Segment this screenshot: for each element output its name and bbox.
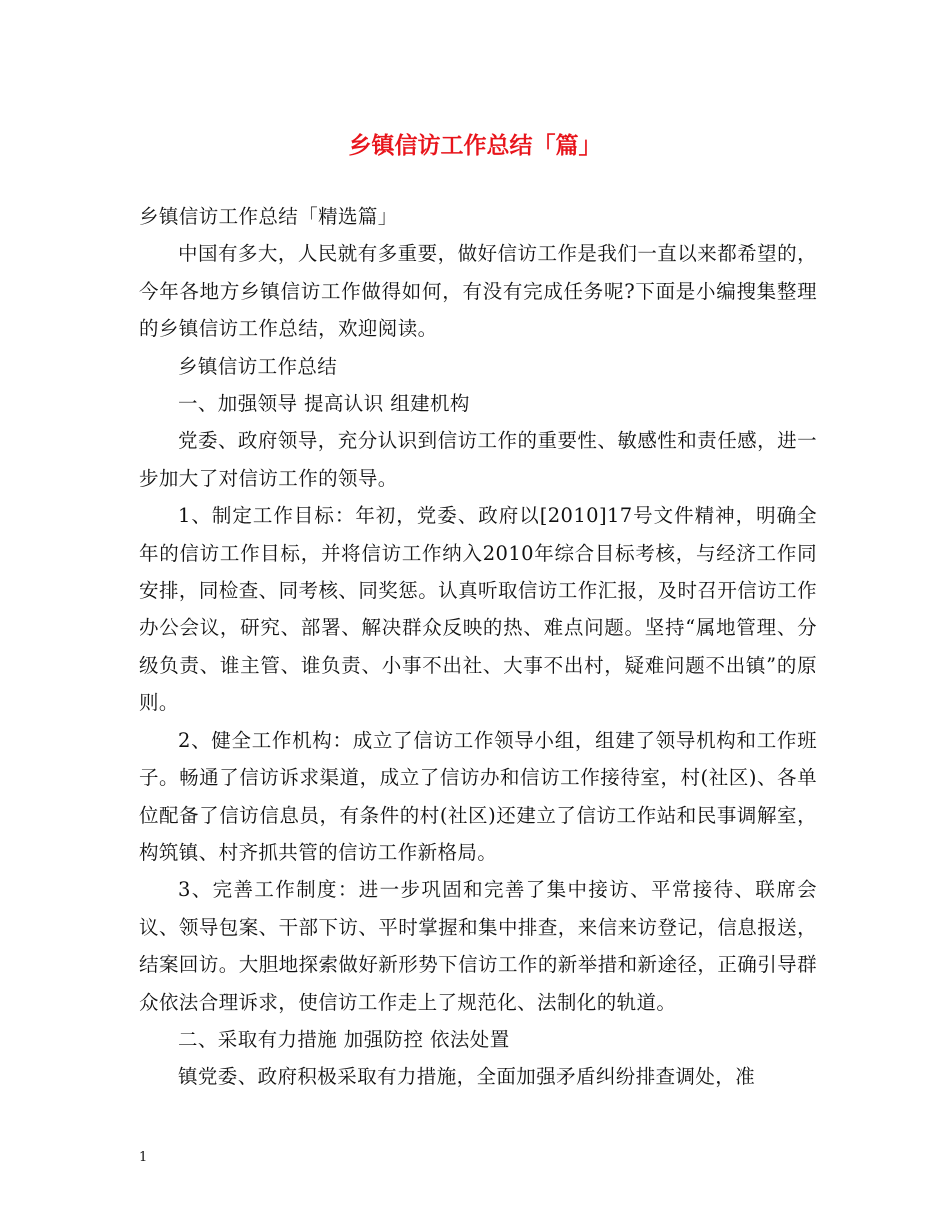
- paragraph: 党委、政府领导，充分认识到信访工作的重要性、敏感性和责任感，进一步加大了对信访工作的领导。: [139, 429, 817, 490]
- page-number: 1: [139, 1150, 148, 1165]
- paragraph: 中国有多大，人民就有多重要，做好信访工作是我们一直以来都希望的，今年各地方乡镇信访工作做得如何，有没有完成任务呢?下面是小编搜集整理的乡镇信访工作总结，欢迎阅读。: [139, 242, 817, 341]
- paragraph: 乡镇信访工作总结「精选篇」: [139, 205, 398, 228]
- paragraph: 3、完善工作制度：进一步巩固和完善了集中接访、平常接待、联席会议、领导包案、干部下访、平时掌握和集中排查，来信来访登记，信息报送，结案回访。大胆地探索做好新形势下信访工作的新举措和新途径，正确引导群众依法合理诉求，使信访工作走上了规范化、法制化的轨道。: [139, 878, 817, 1014]
- paragraph: 二、采取有力措施 加强防控 依法处置: [178, 1027, 510, 1051]
- paragraph: 2、健全工作机构：成立了信访工作领导小组，组建了领导机构和工作班子。畅通了信访诉求渠道，成立了信访办和信访工作接待室，村(社区)、各单位配备了信访信息员，有条件的村(社区)还建立了信访工作站和民事调解室，构筑镇、村齐抓共管的信访工作新格局。: [139, 728, 817, 864]
- document-title: 乡镇信访工作总结「篇」: [348, 132, 602, 159]
- paragraph: 乡镇信访工作总结: [178, 354, 338, 378]
- paragraph: 一、加强领导 提高认识 组建机构: [178, 392, 470, 416]
- document-body: [139, 198, 817, 1096]
- paragraph: 1、制定工作目标：年初，党委、政府以[2010]17号文件精神，明确全年的信访工作目标，并将信访工作纳入2010年综合目标考核，与经济工作同安排，同检查、同考核、同奖惩。认真听取信访工作汇报，及时召开信访工作办公会议，研究、部署、解决群众反映的热、难点问题。坚持“属地管理、分级负责、谁主管、谁负责、小事不出社、大事不出村，疑难问题不出镇”的原则。: [139, 504, 817, 715]
- paragraph: 镇党委、政府积极采取有力措施，全面加强矛盾纠纷排查调处，准: [178, 1065, 756, 1089]
